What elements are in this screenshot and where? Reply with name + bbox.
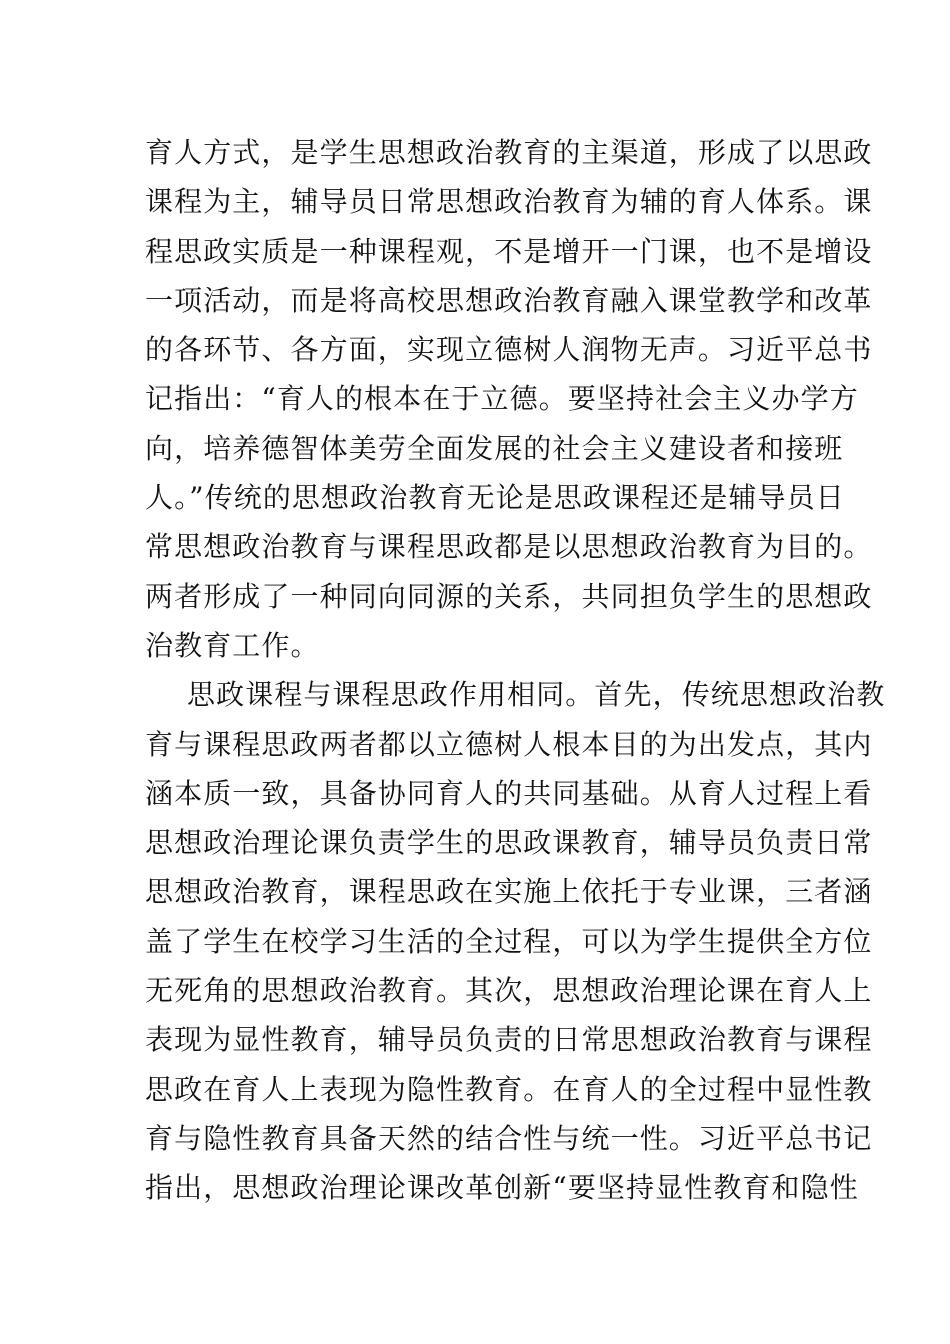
text-line: 盖了学生在校学习生活的全过程，可以为学生提供全方位: [145, 924, 873, 958]
paragraph-1: [145, 128, 873, 670]
text-line: 治教育工作。: [145, 628, 320, 662]
text-line: 课程为主，辅导员日常思想政治教育为辅的育人体系。课: [145, 185, 873, 219]
text-line: 思想政治教育，课程思政在实施上依托于专业课，三者涵: [145, 875, 873, 909]
text-line: 涵本质一致，具备协同育人的共同基础。从育人过程上看: [145, 776, 873, 810]
body-text: [145, 128, 886, 1213]
text-line: 常思想政治教育与课程思政都是以思想政治教育为目的。: [145, 530, 873, 564]
text-line: 育与课程思政两者都以立德树人根本目的为出发点，其内: [145, 727, 873, 761]
text-line: 无死角的思想政治教育。其次，思想政治理论课在育人上: [145, 974, 873, 1008]
text-line: 思政课程与课程思政作用相同。首先，传统思想政治教: [187, 678, 886, 712]
text-line: 一项活动，而是将高校思想政治教育融入课堂教学和改革: [145, 283, 873, 317]
text-line: 指出，思想政治理论课改革创新“要坚持显性教育和隐性: [145, 1171, 859, 1205]
text-line: 的各环节、各方面，实现立德树人润物无声。习近平总书: [145, 333, 873, 367]
text-line: 育与隐性教育具备天然的结合性与统一性。习近平总书记: [145, 1121, 873, 1155]
text-line: 思想政治理论课负责学生的思政课教育，辅导员负责日常: [145, 826, 873, 860]
text-line: 向，培养德智体美劳全面发展的社会主义建设者和接班: [145, 431, 844, 465]
text-line: 思政在育人上表现为隐性教育。在育人的全过程中显性教: [145, 1072, 873, 1106]
text-line: 表现为显性教育，辅导员负责的日常思想政治教育与课程: [145, 1023, 873, 1057]
text-line: 记指出：“育人的根本在于立德。要坚持社会主义办学方: [145, 382, 859, 416]
text-line: 育人方式，是学生思想政治教育的主渠道，形成了以思政: [145, 136, 873, 169]
text-line: 程思政实质是一种课程观，不是增开一门课，也不是增设: [145, 234, 873, 268]
text-line: 两者形成了一种同向同源的关系，共同担负学生的思想政: [145, 579, 873, 613]
text-line: 人。”传统的思想政治教育无论是思政课程还是辅导员日: [145, 481, 845, 515]
paragraph-2: [145, 670, 886, 1212]
